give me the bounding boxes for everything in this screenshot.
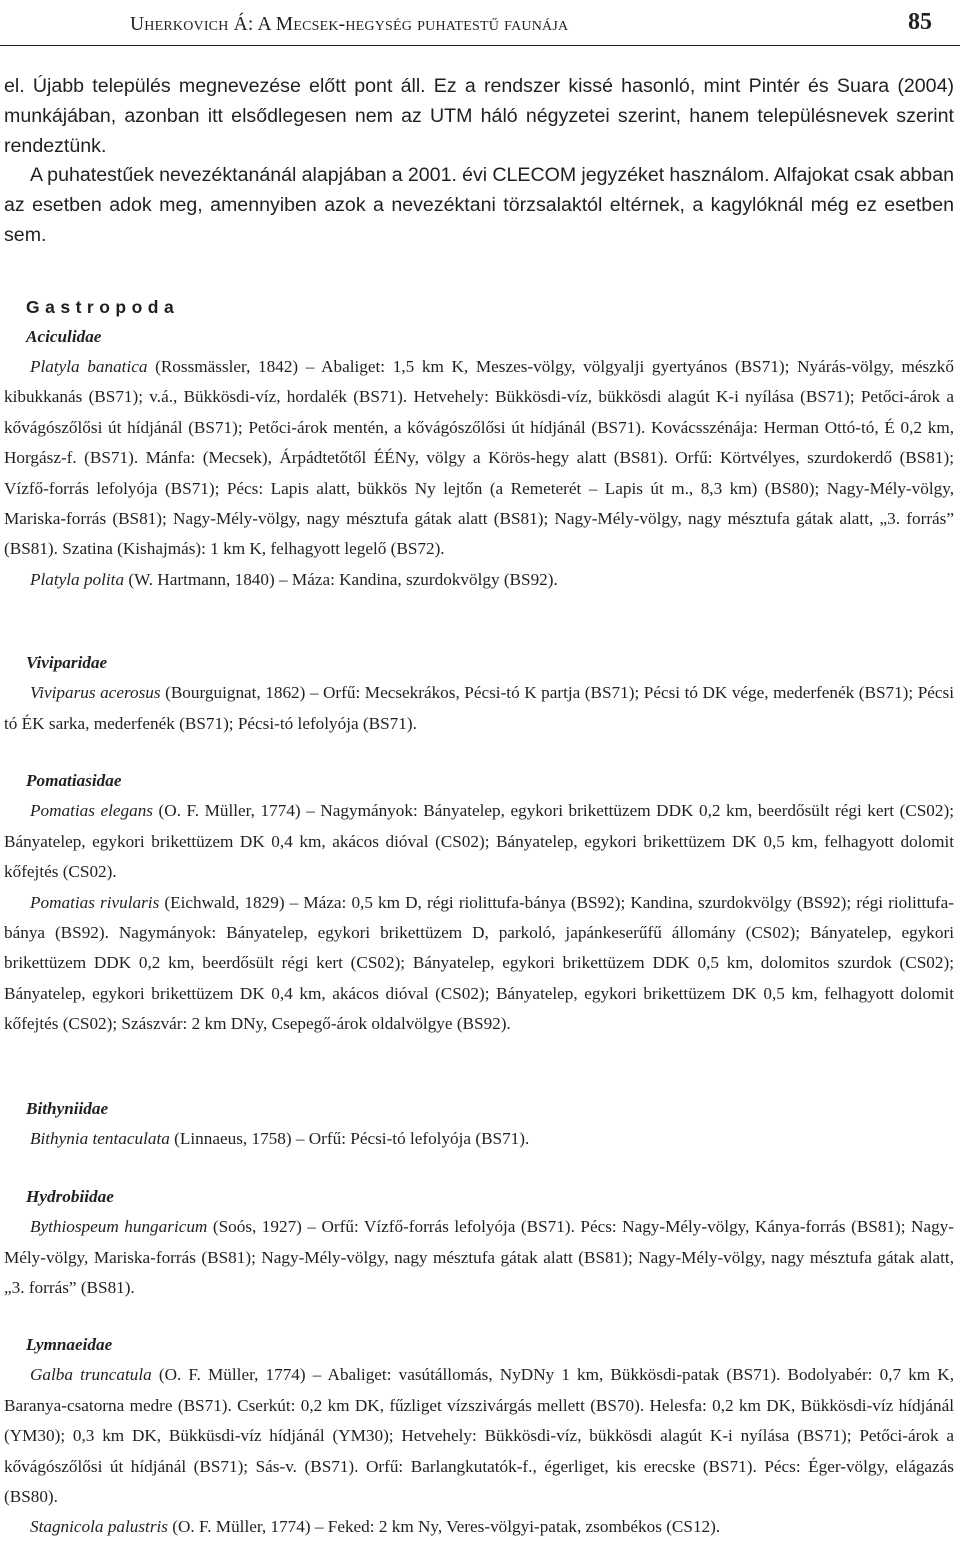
section-pomatiasidae — [4, 766, 954, 1040]
species-records: (O. F. Müller, 1774) – Nagymányok: Bányatelep, egykori brikettüzem DDK 0,2 km, beerdősült régi kert (CS02); Bányatelep, egykori brikettüzem DK 0,4 km, akácos dióval (CS02); Bányatelep, egykori brikettüzem DK 0,5 km, felhagyott dolomit kőfejtés (CS02). — [4, 801, 954, 882]
species-name: Galba truncatula — [30, 1365, 152, 1385]
species-name: Platyla polita — [30, 569, 125, 589]
species-entry — [4, 352, 954, 565]
species-records: (O. F. Müller, 1774) – Abaliget: vasútállomás, NyDNy 1 km, Bükkösdi-patak (BS71). Bodolyabér: 0,7 km K, Baranya-csatorna medre (BS71). Cserkút: 0,2 km DK, fűzliget vízszivárgás mellett (BS70). Helesfa: 0,2 km DK, Bükkösdi-víz hídjánál (YM30); 0,3 km DK, Bükküsdi-víz hídjánál (YM30); Hetvehely: Bükkösdi-víz, bükkösdi alagút K-i nyílása (BS71); Petőci-árok a kővágószőlősi út hídjánál (BS71); Sás-v. (BS71). Orfű: Barlangkutatók-f., égerliget, kis erecske (BS71). Pécs: Éger-völgy, elágazás (BS80). — [4, 1365, 954, 1507]
section-hydrobiidae — [4, 1182, 954, 1304]
section-lymnaeidae — [4, 1330, 954, 1543]
species-entry — [4, 1124, 954, 1154]
species-records: (W. Hartmann, 1840) – Máza: Kandina, szurdokvölgy (BS92). — [124, 569, 558, 589]
species-name: Stagnicola palustris — [30, 1517, 168, 1537]
species-name: Bithynia tentaculata — [30, 1129, 170, 1149]
family-heading: Hydrobiidae — [26, 1187, 114, 1206]
species-name: Platyla banatica — [30, 357, 148, 376]
running-title: Uherkovich Á: A Mecsek-hegység puhatestű faunája — [130, 14, 569, 35]
section-bithyniidae — [4, 1094, 954, 1155]
order-heading: Gastropoda — [26, 297, 180, 317]
species-entry — [4, 1212, 954, 1303]
intro-paragraph-2: A puhatestűek nevezéktanánál alapjában a 2001. évi CLECOM jegyzéket használom. Alfajokat csak abban az esetben adok meg, amennyiben azok a nevezéktani törzsalaktól eltérnek, a kagylóknál még ez esetben sem. — [4, 164, 954, 246]
species-records: (Rossmässler, 1842) – Abaliget: 1,5 km K, Meszes-völgy, völgyalji gyertyános (BS71); Nyárás-völgy, mészkő kibukkanás (BS71); v.á., Bükkösdi-víz, hordalék (BS71). Hetvehely: Bükkösdi-víz, bükkösdi alagút K-i nyílása (BS71); Petőci-árok a kővágószőlősi út hídjánál (BS71); Petőci-árok mentén, a kővágószőlősi út hídjánál (BS71). Kovácsszénája: Herman Ottó-tó, É 0,2 km, Horgász-f. (BS71). Mánfa: (Mecsek), Árpádtetőtől ÉÉNy, völgy a Körös-hegy alatt (BS81). Orfű: Körtvélyes, szurdokerdő (BS81); Vízfő-forrás lefolyója (BS71); Pécs: Lapis alatt, bükkös Ny lejtőn (a Remeterét – Lapis út m., 8,3 km) (BS80); Nagy-Mély-völgy, Mariska-forrás (BS81); Nagy-Mély-völgy, nagy mésztufa gátak alatt (BS81); Nagy-Mély-völgy, nagy mésztufa gátak alatt, „3. forrás” (BS81). Szatina (Kishajmás): 1 km K, felhagyott legelő (BS72). — [4, 357, 954, 559]
running-head — [0, 6, 960, 36]
species-name: Viviparus acerosus — [30, 683, 161, 703]
section-viviparidae — [4, 648, 954, 739]
family-heading: Viviparidae — [26, 653, 108, 672]
species-records: (O. F. Müller, 1774) – Feked: 2 km Ny, Veres-völgyi-patak, zsombékos (CS12). — [168, 1517, 721, 1537]
species-entry — [4, 565, 954, 595]
family-heading: Aciculidae — [26, 327, 102, 346]
family-heading: Lymnaeidae — [26, 1335, 113, 1354]
species-entry — [4, 678, 954, 739]
family-heading: Pomatiasidae — [26, 771, 122, 790]
intro-text — [4, 72, 954, 251]
family-heading: Bithyniidae — [26, 1099, 109, 1118]
species-records: (Linnaeus, 1758) – Orfű: Pécsi-tó lefolyója (BS71). — [169, 1129, 530, 1149]
page-number: 85 — [908, 9, 932, 35]
intro-paragraph-1: el. Újabb település megnevezése előtt pont áll. Ez a rendszer kissé hasonló, mint Pintér és Suara (2004) munkájában, azonban itt elsődlegesen nem az UTM háló négyzetei szerint, hanem településnevek szerint rendeztünk. — [4, 75, 954, 157]
species-name: Pomatias elegans — [30, 801, 153, 821]
species-entry — [4, 888, 954, 1040]
species-entry — [4, 796, 954, 887]
species-records: (Eichwald, 1829) – Máza: 0,5 km D, régi riolittufa-bánya (BS92); Kandina, szurdokvölgy (BS92); régi riolittufa-bánya (BS92). Nagymányok: Bányatelep, egykori brikettüzem D, parkoló, japánkeserűfű állomány (CS02); Bányatelep, egykori brikettüzem DDK 0,2 km, beerdősült régi kert (CS02); Bányatelep, egykori brikettüzem DDK 0,5 km, dolomitos szurdok (CS02); Bányatelep, egykori brikettüzem DK 0,4 km, akácos dióval (CS02); Bányatelep, egykori brikettüzem DK 0,5 km, felhagyott dolomit kőfejtés (CS02); Szászvár: 2 km DNy, Csepegő-árok oldalvölgye (BS92). — [4, 892, 954, 1034]
species-entry — [4, 1512, 954, 1542]
species-name: Bythiospeum hungaricum — [30, 1217, 208, 1237]
section-aciculidae — [4, 292, 954, 595]
species-name: Pomatias rivularis — [30, 892, 160, 912]
species-entry — [4, 1360, 954, 1512]
header-rule — [0, 45, 960, 46]
species-records: (Bourguignat, 1862) – Orfű: Mecsekrákos, Pécsi-tó K partja (BS71); Pécsi tó DK vége, mederfenék (BS71); Pécsi tó ÉK sarka, mederfenék (BS71); Pécsi-tó lefolyója (BS71). — [4, 683, 954, 733]
species-records: (Soós, 1927) – Orfű: Vízfő-forrás lefolyója (BS71). Pécs: Nagy-Mély-völgy, Kánya-forrás (BS81); Nagy-Mély-völgy, Mariska-forrás (BS81); Nagy-Mély-völgy, nagy mésztufa gátak alatt (BS81); Nagy-Mély-völgy, nagy mésztufa gátak alatt, „3. forrás” (BS81). — [4, 1217, 954, 1298]
